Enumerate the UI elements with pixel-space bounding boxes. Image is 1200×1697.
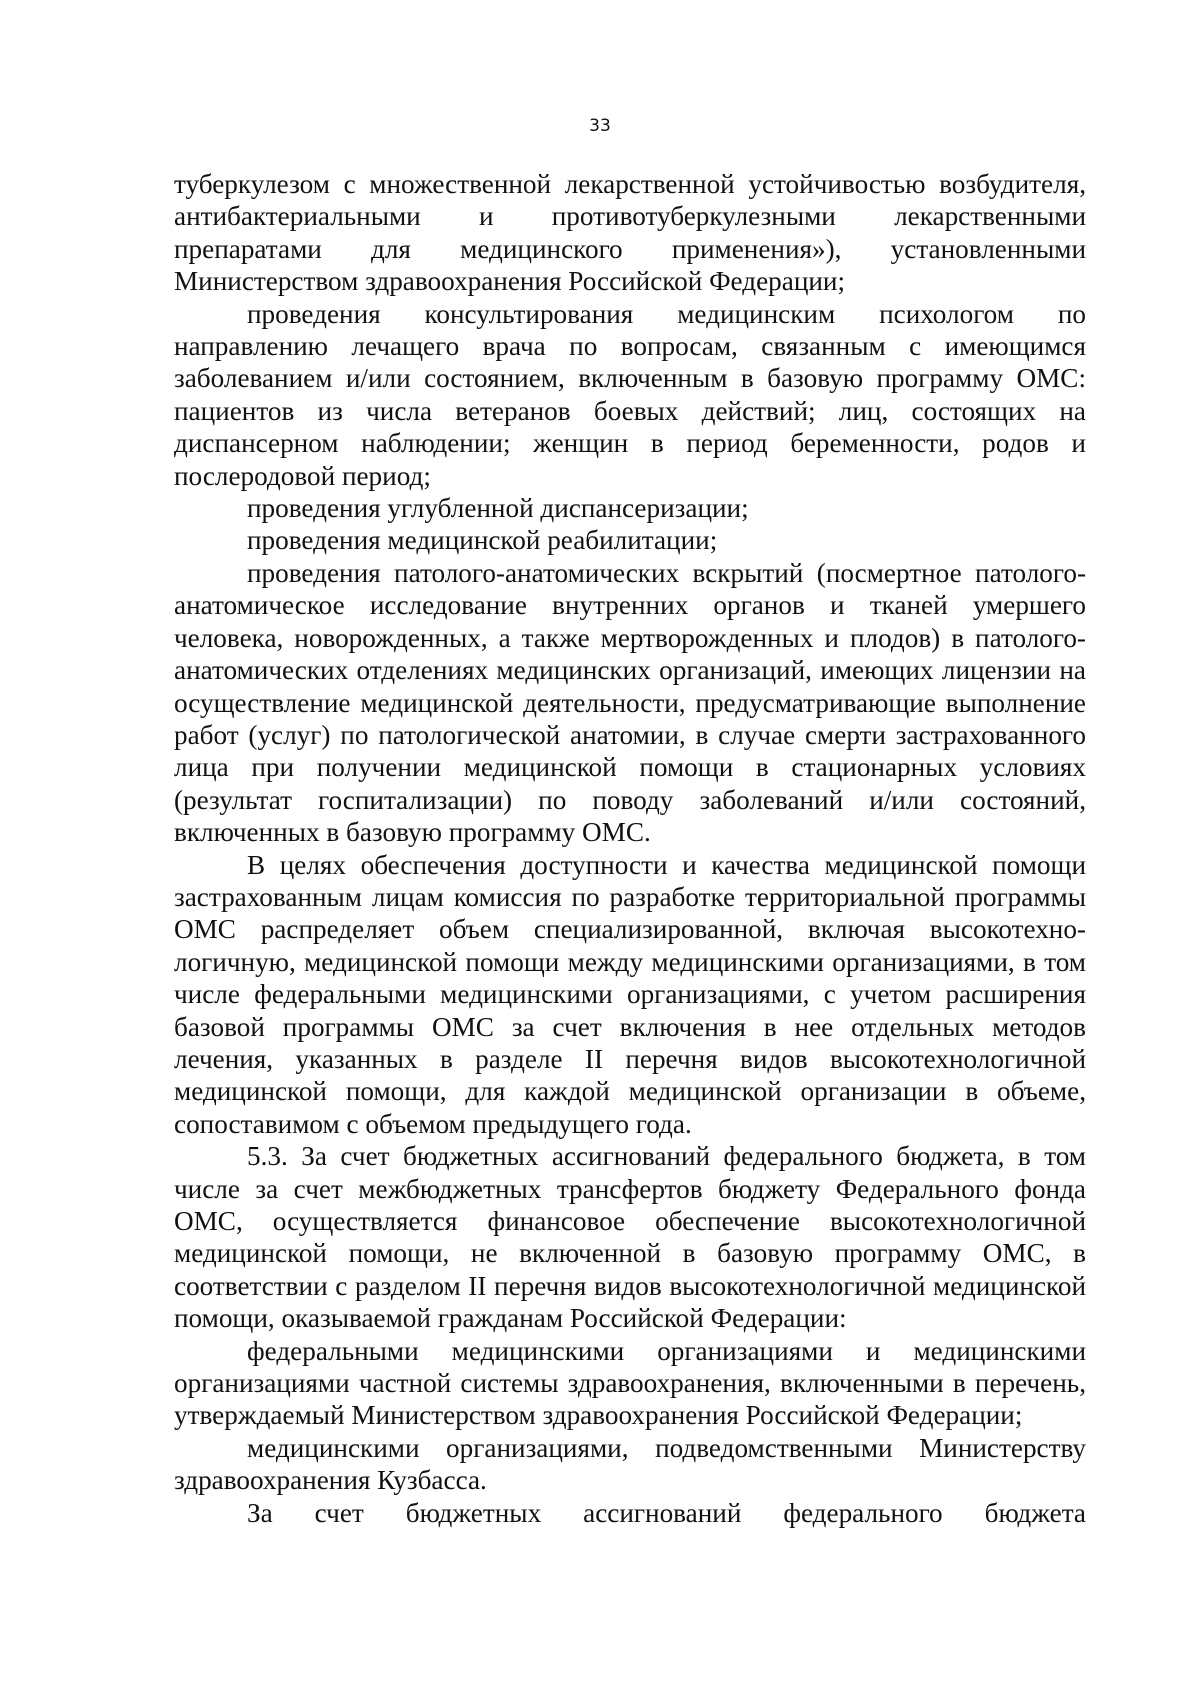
paragraph-care-accessibility: В целях обеспечения доступности и качества медицинской помощи застрахованным лицам комиссия по разработке территориальной программы ОМС распределяет объем специализированной, включая высокотехно-логичную, медицинской помощи между медицинскими организациями, в том числе федеральными медицинскими организациями, с учетом расширения базовой программы ОМС за счет включения в нее отдельных методов лечения, указанных в разделе II перечня видов высокотехнологичной медицинской помощи, для каждой медицинской организации в объеме, сопоставимом с объемом предыдущего года. [174, 849, 1086, 1139]
page-number: 33 [589, 116, 611, 136]
paragraph-in-depth-dispensary: проведения углубленной диспансеризации; [247, 493, 749, 524]
paragraph-medical-rehabilitation: проведения медицинской реабилитации; [247, 525, 718, 556]
paragraph-pathological-autopsies: проведения патолого-анатомических вскрытий (посмертное патолого-анатомическое исследование внутренних органов и тканей умершего человека, новорожденных, а также мертворожденных и плодов) в патолого-анатомических отделениях медицинских организаций, имеющих лицензии на осуществление медицинской деятельности, предусматривающие выполнение работ (услуг) по патологической анатомии, в случае смерти застрахованного лица при получении медицинской помощи в стационарных условиях (результат госпитализации) по поводу заболеваний и/или состояний, включенных в базовую программу ОМС. [174, 557, 1086, 848]
paragraph-psychologist-consultation: проведения консультирования медицинским психологом по направлению лечащего врача по вопросам, связанным с имеющимся заболеванием и/или состоянием, включенным в базовую программу ОМС: пациентов из числа ветеранов боевых действий; лиц, состоящих на диспансерном наблюдении; женщин в период беременности, родов и послеродовой период; [174, 298, 1086, 491]
paragraph-federal-organizations: федеральными медицинскими организациями и медицинскими организациями частной системы здравоохранения, включенными в перечень, утверждаемый Министерством здравоохранения Российской Федерации; [174, 1335, 1086, 1431]
paragraph-tb-drug-resistance-continuation: туберкулезом с множественной лекарственной устойчивостью возбудителя, антибактериальными и противотуберкулезными лекарственными препаратами для медицинского применения»), установленными Министерством здравоохранения Российской Федерации; [174, 169, 1086, 297]
body-text [174, 168, 1086, 1529]
paragraph-section-5-3: 5.3. За счет бюджетных ассигнований федерального бюджета, в том числе за счет межбюджетных трансфертов бюджету Федерального фонда ОМС, осуществляется финансовое обеспечение высокотехнологичной медицинской помощи, не включенной в базовую программу ОМС, в соответствии с разделом II перечня видов высокотехнологичной медицинской помощи, оказываемой гражданам Российской Федерации: [174, 1141, 1086, 1334]
paragraph-kuzbass-organizations: медицинскими организациями, подведомственными Министерству здравоохранения Кузбасса. [174, 1432, 1086, 1496]
paragraph-federal-budget-fragment: За счет бюджетных ассигнований федерального бюджета [247, 1497, 1086, 1528]
